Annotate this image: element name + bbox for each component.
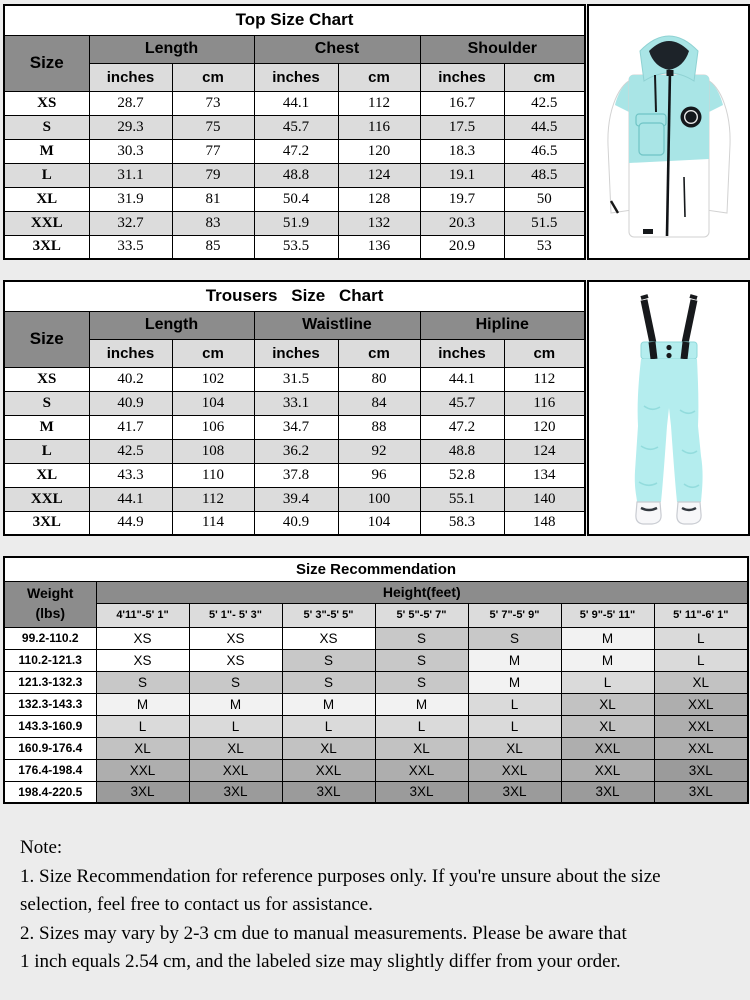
measurement-value: 120 xyxy=(338,139,420,163)
measurement-value: 88 xyxy=(338,415,420,439)
weight-range: 160.9-176.4 xyxy=(4,737,96,759)
top-size-chart-table xyxy=(3,4,586,260)
recommended-size: XXL xyxy=(96,759,189,781)
recommended-size: XXL xyxy=(282,759,375,781)
measurement-value: 104 xyxy=(338,511,420,535)
unit-header-inches: inches xyxy=(420,63,504,91)
measurement-value: 45.7 xyxy=(420,391,504,415)
measurement-value: 17.5 xyxy=(420,115,504,139)
measurement-value: 47.2 xyxy=(420,415,504,439)
measurement-value: 40.9 xyxy=(254,511,338,535)
measurement-value: 96 xyxy=(338,463,420,487)
unit-header-cm: cm xyxy=(338,63,420,91)
measurement-value: 51.9 xyxy=(254,211,338,235)
recommended-size: XXL xyxy=(189,759,282,781)
section-gap-1 xyxy=(0,260,750,280)
measurement-value: 106 xyxy=(172,415,254,439)
recommended-size: XL xyxy=(561,715,654,737)
size-row-s xyxy=(4,115,585,139)
recommended-size: S xyxy=(375,627,468,649)
measurement-value: 114 xyxy=(172,511,254,535)
size-row-3xl xyxy=(4,235,585,259)
measurement-value: 16.7 xyxy=(420,91,504,115)
measurement-value: 58.3 xyxy=(420,511,504,535)
unit-header-inches: inches xyxy=(89,63,172,91)
weight-range: 132.3-143.3 xyxy=(4,693,96,715)
recommendation-row xyxy=(4,693,748,715)
measurement-value: 77 xyxy=(172,139,254,163)
size-label: XS xyxy=(4,91,89,115)
measurement-value: 84 xyxy=(338,391,420,415)
measurement-value: 53 xyxy=(504,235,585,259)
measurement-value: 44.1 xyxy=(89,487,172,511)
group-header-length: Length xyxy=(89,311,254,339)
recommendation-row xyxy=(4,715,748,737)
recommended-size: XS xyxy=(282,627,375,649)
measurement-value: 120 xyxy=(504,415,585,439)
section-gap-2 xyxy=(0,536,750,556)
group-header-hipline: Hipline xyxy=(420,311,585,339)
recommended-size: L xyxy=(189,715,282,737)
measurement-value: 46.5 xyxy=(504,139,585,163)
measurement-value: 40.9 xyxy=(89,391,172,415)
recommendation-title: Size Recommendation xyxy=(4,557,748,581)
group-header-shoulder: Shoulder xyxy=(420,35,585,63)
measurement-value: 48.8 xyxy=(420,439,504,463)
weight-range: 110.2-121.3 xyxy=(4,649,96,671)
size-label: L xyxy=(4,439,89,463)
measurement-value: 42.5 xyxy=(89,439,172,463)
measurement-value: 40.2 xyxy=(89,367,172,391)
recommended-size: S xyxy=(468,627,561,649)
measurement-value: 124 xyxy=(338,163,420,187)
measurement-value: 116 xyxy=(504,391,585,415)
size-label: XL xyxy=(4,187,89,211)
group-header-chest: Chest xyxy=(254,35,420,63)
measurement-value: 48.8 xyxy=(254,163,338,187)
measurement-value: 48.5 xyxy=(504,163,585,187)
measurement-value: 20.3 xyxy=(420,211,504,235)
size-label: L xyxy=(4,163,89,187)
recommended-size: XXL xyxy=(561,759,654,781)
measurement-value: 19.7 xyxy=(420,187,504,211)
note-line: 1 inch equals 2.54 cm, and the labeled size may slightly differ from your order. xyxy=(20,951,621,972)
table-title: Trousers Size Chart xyxy=(4,281,585,311)
measurement-value: 52.8 xyxy=(420,463,504,487)
measurement-value: 112 xyxy=(504,367,585,391)
measurement-value: 33.5 xyxy=(89,235,172,259)
note-line: 1. Size Recommendation for reference purposes only. If you're unsure about the size xyxy=(20,865,661,887)
measurement-value: 51.5 xyxy=(504,211,585,235)
table-title: Top Size Chart xyxy=(4,5,585,35)
measurement-value: 43.3 xyxy=(89,463,172,487)
recommended-size: XXL xyxy=(561,737,654,759)
trousers-image xyxy=(594,286,744,531)
size-row-xl xyxy=(4,187,585,211)
measurement-value: 31.1 xyxy=(89,163,172,187)
measurement-value: 29.3 xyxy=(89,115,172,139)
measurement-value: 75 xyxy=(172,115,254,139)
measurement-value: 53.5 xyxy=(254,235,338,259)
unit-header-cm: cm xyxy=(172,339,254,367)
measurement-value: 100 xyxy=(338,487,420,511)
size-row-l xyxy=(4,439,585,463)
size-label: S xyxy=(4,391,89,415)
recommended-size: XS xyxy=(96,627,189,649)
recommended-size: XXL xyxy=(654,715,748,737)
size-row-m xyxy=(4,415,585,439)
top-size-chart-section xyxy=(3,0,750,260)
height-range-header: 5' 11"-6' 1" xyxy=(654,603,748,627)
weight-range: 143.3-160.9 xyxy=(4,715,96,737)
recommended-size: 3XL xyxy=(189,781,282,803)
measurement-value: 31.5 xyxy=(254,367,338,391)
height-range-header: 5' 9"-5' 11" xyxy=(561,603,654,627)
recommended-size: M xyxy=(561,649,654,671)
recommended-size: M xyxy=(189,693,282,715)
unit-header-inches: inches xyxy=(420,339,504,367)
unit-header-inches: inches xyxy=(89,339,172,367)
measurement-value: 124 xyxy=(504,439,585,463)
note-block xyxy=(20,834,732,977)
size-label: S xyxy=(4,115,89,139)
recommended-size: XL xyxy=(375,737,468,759)
recommended-size: XXL xyxy=(468,759,561,781)
measurement-value: 102 xyxy=(172,367,254,391)
measurement-value: 112 xyxy=(338,91,420,115)
recommended-size: 3XL xyxy=(96,781,189,803)
recommended-size: S xyxy=(282,649,375,671)
recommended-size: XL xyxy=(189,737,282,759)
recommended-size: M xyxy=(468,649,561,671)
measurement-value: 39.4 xyxy=(254,487,338,511)
measurement-value: 50 xyxy=(504,187,585,211)
recommended-size: XS xyxy=(96,649,189,671)
recommended-size: S xyxy=(189,671,282,693)
recommended-size: M xyxy=(468,671,561,693)
size-recommendation-table xyxy=(3,556,749,804)
measurement-value: 31.9 xyxy=(89,187,172,211)
size-row-xl xyxy=(4,463,585,487)
measurement-value: 80 xyxy=(338,367,420,391)
measurement-value: 79 xyxy=(172,163,254,187)
recommended-size: M xyxy=(282,693,375,715)
measurement-value: 47.2 xyxy=(254,139,338,163)
measurement-value: 20.9 xyxy=(420,235,504,259)
size-label: M xyxy=(4,139,89,163)
size-column-header: Size xyxy=(4,35,89,91)
recommended-size: 3XL xyxy=(654,759,748,781)
jacket-image xyxy=(594,12,744,252)
recommended-size: XXL xyxy=(654,737,748,759)
group-header-length: Length xyxy=(89,35,254,63)
trousers-photo xyxy=(587,280,750,536)
recommended-size: XL xyxy=(561,693,654,715)
measurement-value: 81 xyxy=(172,187,254,211)
recommended-size: XXL xyxy=(654,693,748,715)
measurement-value: 34.7 xyxy=(254,415,338,439)
measurement-value: 92 xyxy=(338,439,420,463)
measurement-value: 83 xyxy=(172,211,254,235)
recommended-size: XL xyxy=(282,737,375,759)
measurement-value: 134 xyxy=(504,463,585,487)
note-line: 2. Sizes may vary by 2-3 cm due to manual measurements. Please be aware that xyxy=(20,922,627,944)
measurement-value: 42.5 xyxy=(504,91,585,115)
size-row-s xyxy=(4,391,585,415)
trousers-size-chart-section xyxy=(3,280,750,536)
recommendation-row xyxy=(4,671,748,693)
jacket-photo xyxy=(587,4,750,260)
measurement-value: 104 xyxy=(172,391,254,415)
unit-header-inches: inches xyxy=(254,339,338,367)
recommended-size: M xyxy=(561,627,654,649)
recommended-size: XL xyxy=(468,737,561,759)
recommended-size: XL xyxy=(96,737,189,759)
measurement-value: 50.4 xyxy=(254,187,338,211)
measurement-value: 136 xyxy=(338,235,420,259)
weight-range: 99.2-110.2 xyxy=(4,627,96,649)
measurement-value: 128 xyxy=(338,187,420,211)
recommended-size: XS xyxy=(189,627,282,649)
measurement-value: 110 xyxy=(172,463,254,487)
recommended-size: L xyxy=(468,715,561,737)
measurement-value: 30.3 xyxy=(89,139,172,163)
weight-range: 198.4-220.5 xyxy=(4,781,96,803)
recommended-size: L xyxy=(96,715,189,737)
weight-range: 176.4-198.4 xyxy=(4,759,96,781)
measurement-value: 36.2 xyxy=(254,439,338,463)
recommended-size: L xyxy=(468,693,561,715)
measurement-value: 41.7 xyxy=(89,415,172,439)
measurement-value: 85 xyxy=(172,235,254,259)
recommended-size: XS xyxy=(189,649,282,671)
recommended-size: S xyxy=(282,671,375,693)
size-row-l xyxy=(4,163,585,187)
size-row-3xl xyxy=(4,511,585,535)
group-header-waistline: Waistline xyxy=(254,311,420,339)
measurement-value: 132 xyxy=(338,211,420,235)
recommended-size: S xyxy=(375,671,468,693)
size-label: XXL xyxy=(4,211,89,235)
size-row-xxl xyxy=(4,211,585,235)
size-label: XL xyxy=(4,463,89,487)
measurement-value: 108 xyxy=(172,439,254,463)
unit-header-cm: cm xyxy=(504,63,585,91)
recommended-size: 3XL xyxy=(282,781,375,803)
note-line: selection, feel free to contact us for assistance. xyxy=(20,894,373,915)
weight-range: 121.3-132.3 xyxy=(4,671,96,693)
measurement-value: 116 xyxy=(338,115,420,139)
recommended-size: M xyxy=(96,693,189,715)
measurement-value: 44.9 xyxy=(89,511,172,535)
size-column-header: Size xyxy=(4,311,89,367)
size-row-xs xyxy=(4,91,585,115)
measurement-value: 18.3 xyxy=(420,139,504,163)
recommendation-row xyxy=(4,649,748,671)
size-label: M xyxy=(4,415,89,439)
recommended-size: S xyxy=(375,649,468,671)
height-range-header: 4'11"-5' 1" xyxy=(96,603,189,627)
height-header: Height(feet) xyxy=(96,581,748,603)
measurement-value: 37.8 xyxy=(254,463,338,487)
recommendation-row xyxy=(4,781,748,803)
size-row-m xyxy=(4,139,585,163)
recommended-size: L xyxy=(654,627,748,649)
recommended-size: L xyxy=(375,715,468,737)
measurement-value: 19.1 xyxy=(420,163,504,187)
unit-header-cm: cm xyxy=(338,339,420,367)
measurement-value: 32.7 xyxy=(89,211,172,235)
measurement-value: 28.7 xyxy=(89,91,172,115)
measurement-value: 33.1 xyxy=(254,391,338,415)
height-range-header: 5' 3"-5' 5" xyxy=(282,603,375,627)
measurement-value: 140 xyxy=(504,487,585,511)
unit-header-cm: cm xyxy=(504,339,585,367)
size-label: XS xyxy=(4,367,89,391)
recommendation-row xyxy=(4,737,748,759)
height-range-header: 5' 1"- 5' 3" xyxy=(189,603,282,627)
recommended-size: L xyxy=(561,671,654,693)
measurement-value: 148 xyxy=(504,511,585,535)
size-label: 3XL xyxy=(4,511,89,535)
recommended-size: L xyxy=(654,649,748,671)
size-row-xxl xyxy=(4,487,585,511)
size-label: 3XL xyxy=(4,235,89,259)
note-lines xyxy=(20,863,732,977)
recommended-size: XXL xyxy=(375,759,468,781)
height-range-header: 5' 7"-5' 9" xyxy=(468,603,561,627)
measurement-value: 45.7 xyxy=(254,115,338,139)
weight-column-header: Weight (lbs) xyxy=(4,581,96,627)
recommendation-row xyxy=(4,627,748,649)
recommended-size: S xyxy=(96,671,189,693)
unit-header-cm: cm xyxy=(172,63,254,91)
measurement-value: 73 xyxy=(172,91,254,115)
recommended-size: L xyxy=(282,715,375,737)
recommended-size: M xyxy=(375,693,468,715)
measurement-value: 112 xyxy=(172,487,254,511)
measurement-value: 44.5 xyxy=(504,115,585,139)
recommended-size: XL xyxy=(654,671,748,693)
recommended-size: 3XL xyxy=(375,781,468,803)
measurement-value: 55.1 xyxy=(420,487,504,511)
recommended-size: 3XL xyxy=(468,781,561,803)
height-range-header: 5' 5"-5' 7" xyxy=(375,603,468,627)
recommended-size: 3XL xyxy=(654,781,748,803)
recommended-size: 3XL xyxy=(561,781,654,803)
size-label: XXL xyxy=(4,487,89,511)
note-heading: Note: xyxy=(20,837,63,858)
recommendation-row xyxy=(4,759,748,781)
unit-header-inches: inches xyxy=(254,63,338,91)
size-row-xs xyxy=(4,367,585,391)
trousers-size-chart-table xyxy=(3,280,586,536)
measurement-value: 44.1 xyxy=(254,91,338,115)
measurement-value: 44.1 xyxy=(420,367,504,391)
